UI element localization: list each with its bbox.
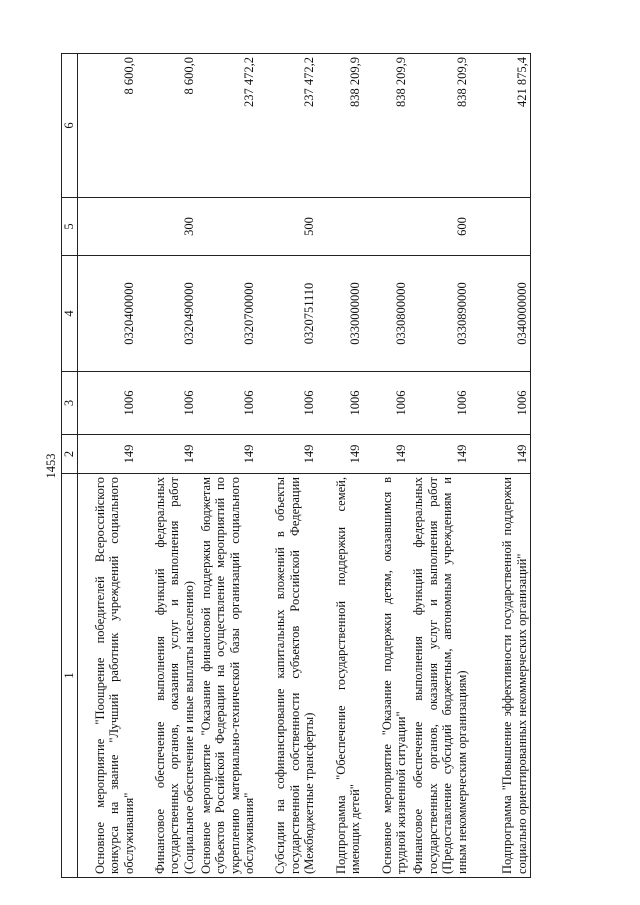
row-name: Основное мероприятие "Оказание финансовой поддержки бюджетам субъектов Российской Федерации на осуществление мероприятий по укреплению материально-технической базы организаций социального обслуживания" [198,474,258,878]
budget-table [61,53,531,878]
row-section-code: 1006 [77,372,138,435]
row-admin-code: 149 [410,435,470,474]
row-admin-code: 149 [138,435,198,474]
row-admin-code: 149 [198,435,258,474]
column-header: 3 [62,372,78,435]
table-row [410,54,470,878]
row-admin-code: 149 [77,435,138,474]
row-admin-code: 149 [258,435,318,474]
row-admin-code: 149 [364,435,410,474]
table-row [77,54,138,878]
row-expense-type [470,198,531,256]
row-target-code: 0340000000 [470,256,531,372]
table-row [258,54,318,878]
row-section-code: 1006 [364,372,410,435]
column-header: 6 [62,54,78,198]
column-header: 4 [62,256,78,372]
row-amount: 237 472,2 [198,54,258,198]
row-name: Основное мероприятие "Поощрение победителей Всероссийского конкурса на звание "Лучший работник учреждений социального обслуживания" [77,474,138,878]
table-row [138,54,198,878]
row-admin-code: 149 [318,435,364,474]
row-section-code: 1006 [198,372,258,435]
table-row [364,54,410,878]
row-target-code: 0330890000 [410,256,470,372]
row-name: Финансовое обеспечение выполнения функций федеральных государственных органов, оказания услуг и выполнения работ (Предоставление субсидий бюджетным, автономным учреждениям и иным некоммерческим организациям) [410,474,470,878]
row-target-code: 0320490000 [138,256,198,372]
table-row [198,54,258,878]
row-name: Финансовое обеспечение выполнения функций федеральных государственных органов, оказания услуг и выполнения работ (Социальное обеспечение и иные выплаты населению) [138,474,198,878]
row-amount: 237 472,2 [258,54,318,198]
row-admin-code: 149 [470,435,531,474]
table-header-row [62,54,78,878]
row-name: Субсидии на софинансирование капитальных вложений в объекты государственной собственности субъектов Российской Федерации (Межбюджетные трансферты) [258,474,318,878]
page-number: 1453 [44,453,58,479]
row-section-code: 1006 [138,372,198,435]
column-header: 2 [62,435,78,474]
table-row [470,54,531,878]
row-section-code: 1006 [410,372,470,435]
row-expense-type [198,198,258,256]
row-amount: 838 209,9 [318,54,364,198]
row-expense-type [77,198,138,256]
row-target-code: 0320751110 [258,256,318,372]
column-header: 1 [62,474,78,878]
row-expense-type: 500 [258,198,318,256]
row-name: Подпрограмма "Обеспечение государственной поддержки семей, имеющих детей" [318,474,364,878]
row-target-code: 0330000000 [318,256,364,372]
rotated-page [44,54,609,878]
row-target-code: 0330800000 [364,256,410,372]
row-expense-type [318,198,364,256]
row-expense-type: 600 [410,198,470,256]
row-section-code: 1006 [258,372,318,435]
row-expense-type: 300 [138,198,198,256]
row-section-code: 1006 [318,372,364,435]
table-row [318,54,364,878]
row-amount: 8 600,0 [138,54,198,198]
row-amount: 838 209,9 [364,54,410,198]
row-name: Основное мероприятие "Оказание поддержки детям, оказавшимся в трудной жизненной ситуации" [364,474,410,878]
column-header: 5 [62,198,78,256]
row-amount: 8 600,0 [77,54,138,198]
row-section-code: 1006 [470,372,531,435]
row-amount: 421 875,4 [470,54,531,198]
row-name: Подпрограмма "Повышение эффективности государственной поддержки социально ориентированных некоммерческих организаций" [470,474,531,878]
row-amount: 838 209,9 [410,54,470,198]
row-expense-type [364,198,410,256]
row-target-code: 0320400000 [77,256,138,372]
row-target-code: 0320700000 [198,256,258,372]
